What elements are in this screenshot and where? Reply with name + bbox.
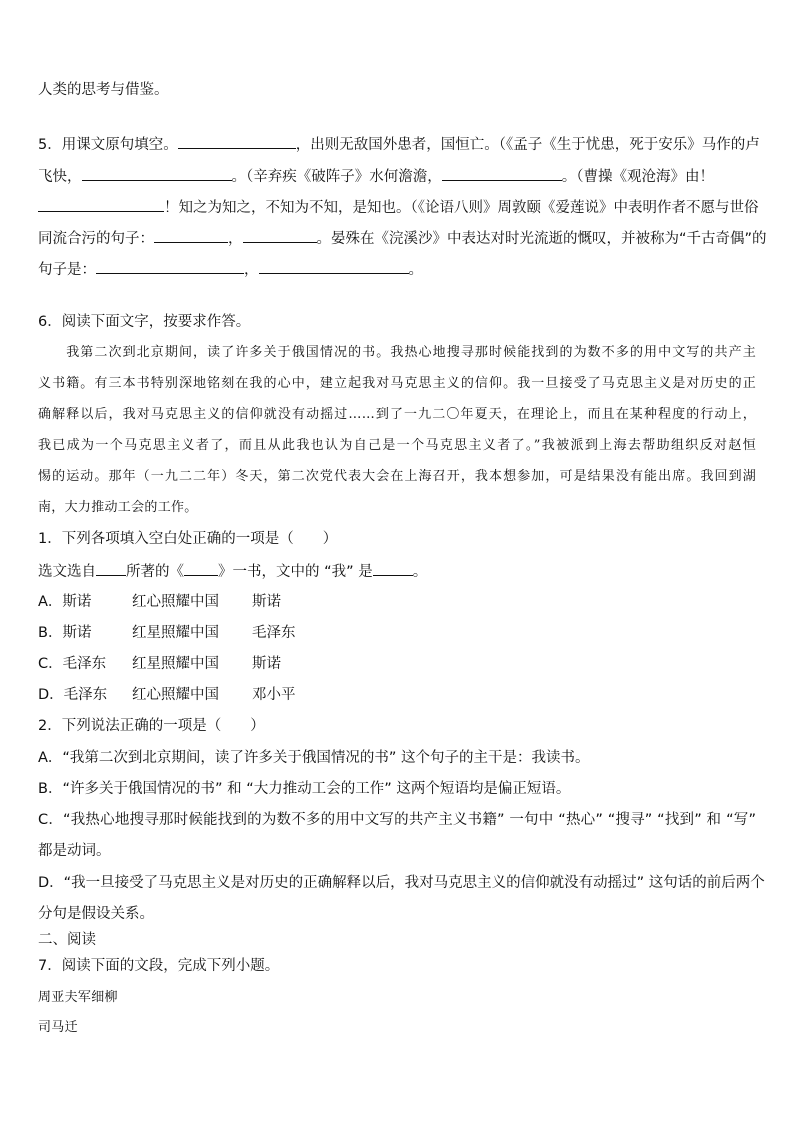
q5-blank-2[interactable]	[82, 166, 232, 181]
option-a[interactable]	[38, 592, 281, 612]
q7-passage-author: 司马迁	[38, 1020, 78, 1035]
q7-passage-title: 周亚夫军细柳	[38, 990, 118, 1005]
q5-text-5c: 。	[408, 262, 423, 278]
q6-passage-line: 义书籍。有三本书特别深地铭刻在我的心中，建立起我对马克思主义的信仰。我一旦接受了马克思主义是对历史的正	[38, 376, 756, 391]
stem-text-c: 》一书，文中的 “我” 是	[218, 564, 373, 580]
stem-text-a: 选文选自	[38, 564, 96, 580]
option-book: 红星照耀中国	[132, 625, 219, 641]
q6-sub1-question: 1．下列各项填入空白处正确的一项是（ ）	[38, 531, 338, 547]
stem-blank-1[interactable]	[96, 561, 126, 576]
q7-heading: 7．阅读下面的文段，完成下列小题。	[38, 958, 280, 974]
q5-blank-7[interactable]	[96, 259, 244, 274]
q5-blank-5[interactable]	[154, 228, 228, 243]
q5-text-2a: 飞快，	[38, 169, 82, 185]
q5-prompt: 5．用课文原句填空。	[38, 137, 178, 153]
q6-sub2-option-a[interactable]: A．“我第二次到北京期间，读了许多关于俄国情况的书” 这个句子的主干是：我读书。	[38, 750, 590, 766]
q6-sub2-option-c[interactable]: C．“我热心地搜寻那时候能找到的为数不多的用中文写的共产主义书籍” 一句中 “热心” “搜寻” “找到” 和 “写”	[38, 812, 756, 828]
q6-sub2-option-c-cont: 都是动词。	[38, 843, 111, 859]
q6-passage-line: 我已成为一个马克思主义者了，而且从此我也认为自己是一个马克思主义者了。”我被派到上海去帮助组织反对赵恒	[38, 438, 756, 453]
option-book: 红心照耀中国	[132, 687, 219, 703]
option-book: 红心照耀中国	[132, 594, 219, 610]
option-person: 斯诺	[252, 656, 281, 672]
q5-text-5b: ，	[244, 262, 259, 278]
q5-text-5a: 句子是：	[38, 262, 96, 278]
q5-line-3	[38, 197, 759, 218]
q6-passage-line: 南，大力推动工会的工作。	[38, 500, 198, 515]
option-b[interactable]	[38, 623, 296, 643]
q5-text-2c: 。（曹操《观沧海》由！	[561, 169, 714, 185]
option-letter: C．毛泽东	[38, 656, 107, 672]
section-heading: 二、阅读	[38, 932, 96, 948]
stem-text-b: 所著的《	[126, 564, 184, 580]
q5-line-2	[38, 166, 714, 187]
option-c[interactable]	[38, 654, 281, 674]
q5-blank-6[interactable]	[243, 228, 317, 243]
stem-blank-3[interactable]	[373, 561, 413, 576]
q5-blank-1[interactable]	[178, 134, 296, 149]
option-person: 斯诺	[252, 594, 281, 610]
q5-line-1	[38, 134, 760, 155]
option-letter: D．毛泽东	[38, 687, 108, 703]
q4-tail-text: 人类的思考与借鉴。	[38, 82, 169, 98]
q5-line-5	[38, 259, 423, 280]
stem-text-d: 。	[412, 564, 428, 580]
q6-sub1-stem	[38, 561, 427, 582]
q5-blank-4[interactable]	[38, 197, 164, 212]
q5-text-4c: 。晏殊在《浣溪沙》中表达对时光流逝的慨叹，并被称为“千古奇偶”的	[316, 231, 767, 247]
option-d[interactable]	[38, 685, 296, 705]
q5-text-2b: 。（辛弃疾《破阵子》水何澹澹，	[231, 169, 442, 185]
q6-passage-line: 惕的运动。那年（一九二二年）冬天，第二次党代表大会在上海召开，我本想参加，可是结果没有能出席。我回到湖	[38, 469, 756, 484]
q6-sub2-option-b[interactable]: B．“许多关于俄国情况的书” 和 “大力推动工会的工作” 这两个短语均是偏正短语。	[38, 781, 571, 797]
option-person: 毛泽东	[252, 625, 296, 641]
q5-blank-8[interactable]	[259, 259, 409, 274]
option-person: 邓小平	[252, 687, 296, 703]
q5-text-4a: 同流合污的句子：	[38, 231, 154, 247]
q5-text-3: ！知之为知之，不知为不知，是知也。（《论语八则》周敦颐《爱莲说》中表明作者不愿与世俗	[164, 200, 759, 216]
q6-passage-line: 我第二次到北京期间，读了许多关于俄国情况的书。我热心地搜寻那时候能找到的为数不多的用中文写的共产主	[38, 345, 756, 360]
option-letter: A．斯诺	[38, 594, 92, 610]
q5-text-4b: ，	[228, 231, 243, 247]
q6-passage-line: 确解释以后，我对马克思主义的信仰就没有动摇过……到了一九二〇年夏天，在理论上，而且在某种程度的行动上，	[38, 407, 756, 422]
q6-sub2-option-d[interactable]: D．“我一旦接受了马克思主义是对历史的正确解释以后，我对马克思主义的信仰就没有动摇过” 这句话的前后两个	[38, 875, 765, 891]
q6-heading: 6．阅读下面文字，按要求作答。	[38, 314, 251, 330]
q5-line-4	[38, 228, 767, 249]
option-letter: B．斯诺	[38, 625, 92, 641]
stem-blank-2[interactable]	[184, 561, 218, 576]
q6-sub2-option-d-cont: 分句是假设关系。	[38, 906, 154, 922]
q6-sub2-question: 2．下列说法正确的一项是（ ）	[38, 718, 265, 734]
q5-blank-3[interactable]	[442, 166, 562, 181]
q5-text-1: ，出则无敌国外患者，国恒亡。（《孟子《生于忧患，死于安乐》马作的卢	[295, 137, 760, 153]
option-book: 红星照耀中国	[132, 656, 219, 672]
